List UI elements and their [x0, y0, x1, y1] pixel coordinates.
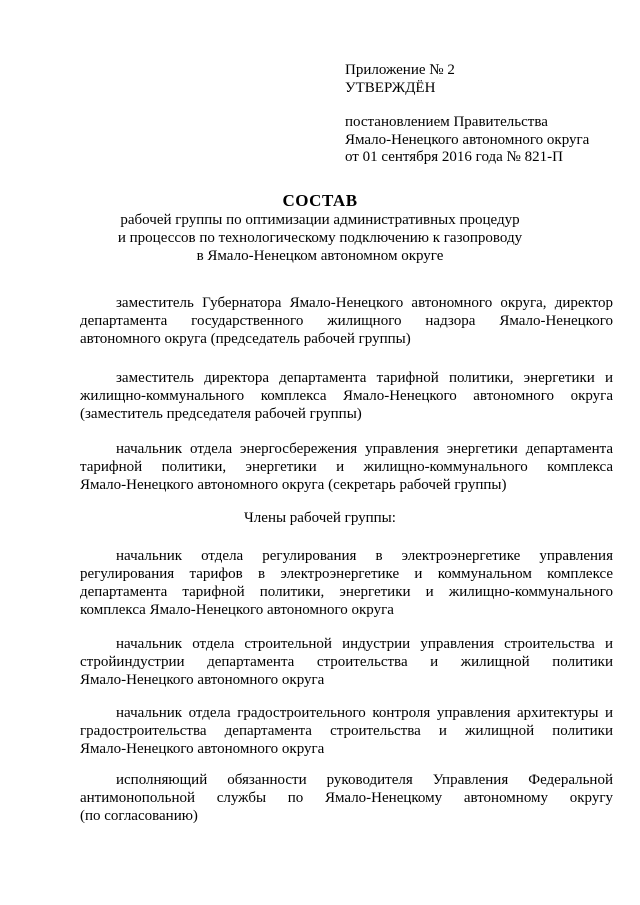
- decree-line-2: Ямало-Ненецкого автономного округа: [345, 131, 590, 148]
- entry-line: регулирования тарифов в электроэнергетике и коммунальном комплексе: [80, 566, 613, 582]
- member-entry: [80, 635, 613, 689]
- entry-line: автономного округа (председатель рабочей группы): [80, 331, 411, 347]
- entry-line: Ямало-Ненецкого автономного округа (секретарь рабочей группы): [80, 477, 507, 493]
- annex-number: Приложение № 2: [345, 62, 455, 78]
- entry-line: тарифной политики, энергетики и жилищно-коммунального комплекса: [80, 459, 613, 475]
- document-subtitle-line: рабочей группы по оптимизации административных процедур: [120, 212, 520, 228]
- approval-block: [345, 62, 625, 167]
- member-entry: [80, 547, 613, 619]
- entry-line: исполняющий обязанности руководителя Управления Федеральной: [116, 772, 613, 788]
- entry-line: начальник отдела градостроительного контроля управления архитектуры и: [116, 705, 613, 721]
- composition-entry-chairman: [80, 294, 613, 348]
- entry-line: комплекса Ямало-Ненецкого автономного округа: [80, 602, 394, 618]
- entry-line: жилищно-коммунального комплекса Ямало-Ненецкого автономного округа: [80, 388, 613, 404]
- spacer: [345, 97, 625, 114]
- entry-line: начальник отдела регулирования в электроэнергетике управления: [116, 548, 613, 564]
- entry-line: заместитель Губернатора Ямало-Ненецкого автономного округа, директор: [116, 295, 613, 311]
- document-title: СОСТАВ: [282, 191, 358, 210]
- entry-line: стройиндустрии департамента строительства и жилищной политики: [80, 654, 613, 670]
- composition-entry-secretary: [80, 440, 613, 494]
- document-subtitle-line: в Ямало-Ненецком автономном округе: [196, 248, 444, 264]
- entry-line: начальник отдела строительной индустрии управления строительства и: [116, 636, 613, 652]
- entry-line: Ямало-Ненецкого автономного округа: [80, 672, 325, 688]
- member-entry: [80, 771, 613, 825]
- entry-line: начальник отдела энергосбережения управления энергетики департамента: [116, 441, 613, 457]
- entry-line: (по согласованию): [80, 808, 198, 824]
- entry-line: градостроительства департамента строительства и жилищной политики: [80, 723, 613, 739]
- decree-line-3: от 01 сентября 2016 года № 821-П: [345, 149, 563, 165]
- entry-line: (заместитель председателя рабочей группы): [80, 406, 362, 422]
- entry-line: антимонопольной службы по Ямало-Ненецкому автономному округу: [80, 790, 613, 806]
- members-heading: Члены рабочей группы:: [244, 510, 396, 526]
- entry-line: департамента тарифной политики, энергетики и жилищно-коммунального: [80, 584, 613, 600]
- composition-entry-deputy-chairman: [80, 369, 613, 423]
- document-subtitle-line: и процессов по технологическому подключению к газопроводу: [117, 230, 523, 246]
- title-block: [60, 190, 580, 265]
- member-entry: [80, 704, 613, 758]
- entry-line: департамента государственного жилищного надзора Ямало-Ненецкого: [80, 313, 613, 329]
- entry-line: Ямало-Ненецкого автономного округа: [80, 741, 325, 757]
- approved-stamp-text: УТВЕРЖДЁН: [345, 79, 436, 96]
- decree-line-1: постановлением Правительства: [345, 114, 548, 130]
- entry-line: заместитель директора департамента тарифной политики, энергетики и: [116, 370, 613, 386]
